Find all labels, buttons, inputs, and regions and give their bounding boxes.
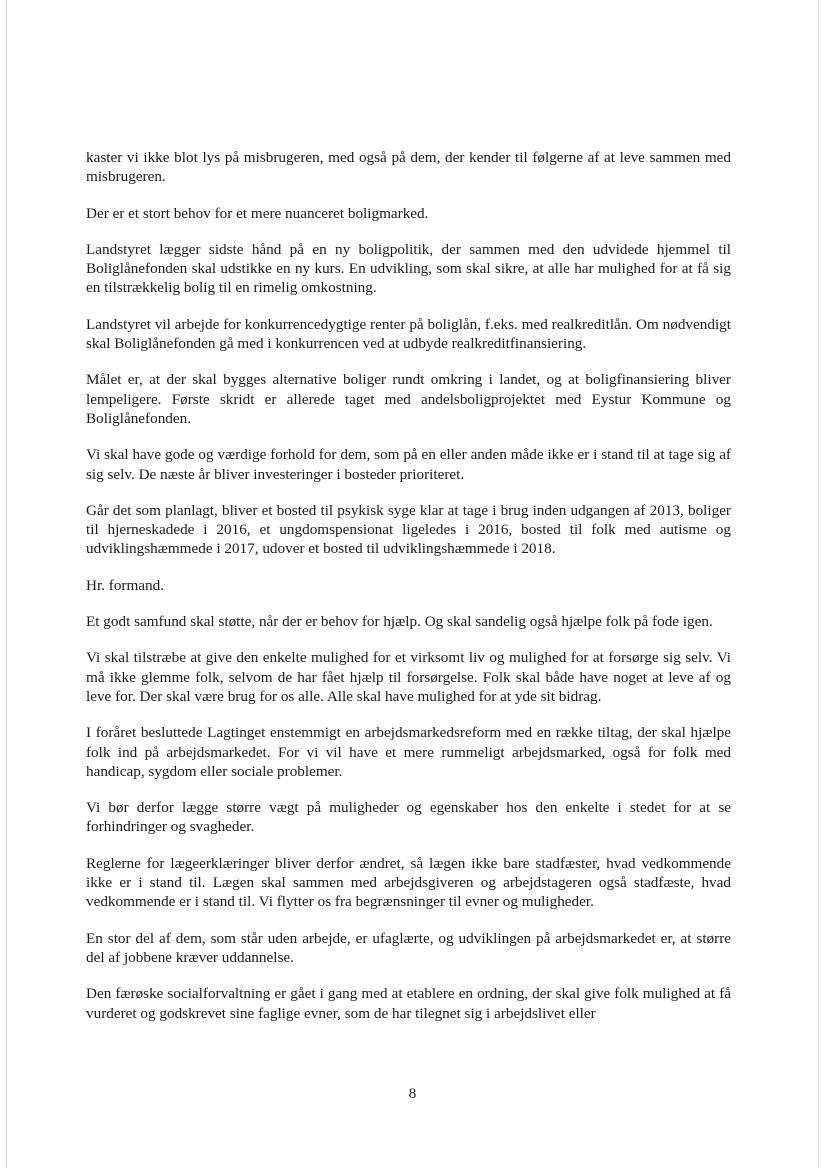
scan-edge-right <box>818 0 819 1168</box>
paragraph-4: Landstyret vil arbejde for konkurrencedygtige renter på boliglån, f.eks. med realkreditlån. Om nødvendigt skal Boliglånefonden gå med i konkurrencen ved at udbyde realkreditfinansiering. <box>86 315 731 353</box>
paragraph-6: Vi skal have gode og værdige forhold for dem, som på en eller anden måde ikke er i stand til at tage sig af sig selv. De næste år bliver investeringer i bosteder prioriteret. <box>86 446 731 483</box>
paragraph-9: Et godt samfund skal støtte, når der er behov for hjælp. Og skal sandelig også hjælpe folk på fode igen. <box>86 613 713 631</box>
paragraph-2: Der er et stort behov for et mere nuanceret boligmarked. <box>86 204 429 222</box>
paragraph-11: I foråret besluttede Lagtinget enstemmigt en arbejdsmarkedsreform med en række tiltag, der skal hjælpe folk ind på arbejdsmarkedet. For vi vil have et mere rummeligt arbejdsmarked, også for folk med handicap, sygdom eller sociale problemer. <box>86 724 731 780</box>
paragraph-7: Går det som planlagt, bliver et bosted til psykisk syge klar at tage i brug inden udgangen af 2013, boliger til hjerneskadede i 2016, et ungdomspensionat ligeledes i 2016, bosted til folk med autisme og udviklingshæmmede i 2017, udover et bosted til udviklingshæmmede i 2018. <box>86 501 731 558</box>
paragraph-14: En stor del af dem, som står uden arbejde, er ufaglærte, og udviklingen på arbejdsmarkedet er, at større del af jobbene kræver uddannelse. <box>86 929 731 966</box>
paragraph-12: Vi bør derfor lægge større vægt på muligheder og egenskaber hos den enkelte i stedet for at se forhindringer og svagheder. <box>86 799 731 836</box>
scan-edge-left <box>6 0 7 1168</box>
paragraph-15: Den færøske socialforvaltning er gået i gang med at etablere en ordning, der skal give folk mulighed at få vurderet og godskrevet sine faglige evner, som de har tilegnet sig i arbejdslivet eller <box>86 985 731 1022</box>
paragraph-13: Reglerne for lægeerklæringer bliver derfor ændret, så lægen ikke bare stadfæster, hvad vedkommende ikke er i stand til. Lægen skal sammen med arbejdsgiveren og arbejdstageren også stadfæste, hvad vedkommende er i stand til. Vi flytter os fra begrænsninger til evner og muligheder. <box>86 854 731 911</box>
paragraph-10: Vi skal tilstræbe at give den enkelte mulighed for et virksomt liv og mulighed for at forsørge sig selv. Vi må ikke glemme folk, selvom de har fået hjælp til forsørgelse. Folk skal både have noget at leve af og leve for. Der skal være brug for os alle. Alle skal have mulighed for at yde sit bidrag. <box>86 649 731 705</box>
body-text <box>86 148 731 1040</box>
paragraph-3: Landstyret lægger sidste hånd på en ny boligpolitik, der sammen med den udvidede hjemmel til Boliglånefonden skal udstikke en ny kurs. En udvikling, som skal sikre, at alle har mulighed for at få sig en tilstrækkelig bolig til en rimelig omkostning. <box>86 240 731 297</box>
page-number: 8 <box>408 1086 417 1102</box>
paragraph-1: kaster vi ikke blot lys på misbrugeren, med også på dem, der kender til følgerne af at leve sammen med misbrugeren. <box>86 149 731 186</box>
paragraph-8: Hr. formand. <box>86 576 165 594</box>
paragraph-5: Målet er, at der skal bygges alternative boliger rundt omkring i landet, og at boligfinansiering bliver lempeligere. Første skridt er allerede taget med andelsboligprojektet med Eystur Kommune og Boliglånefonden. <box>86 371 731 427</box>
